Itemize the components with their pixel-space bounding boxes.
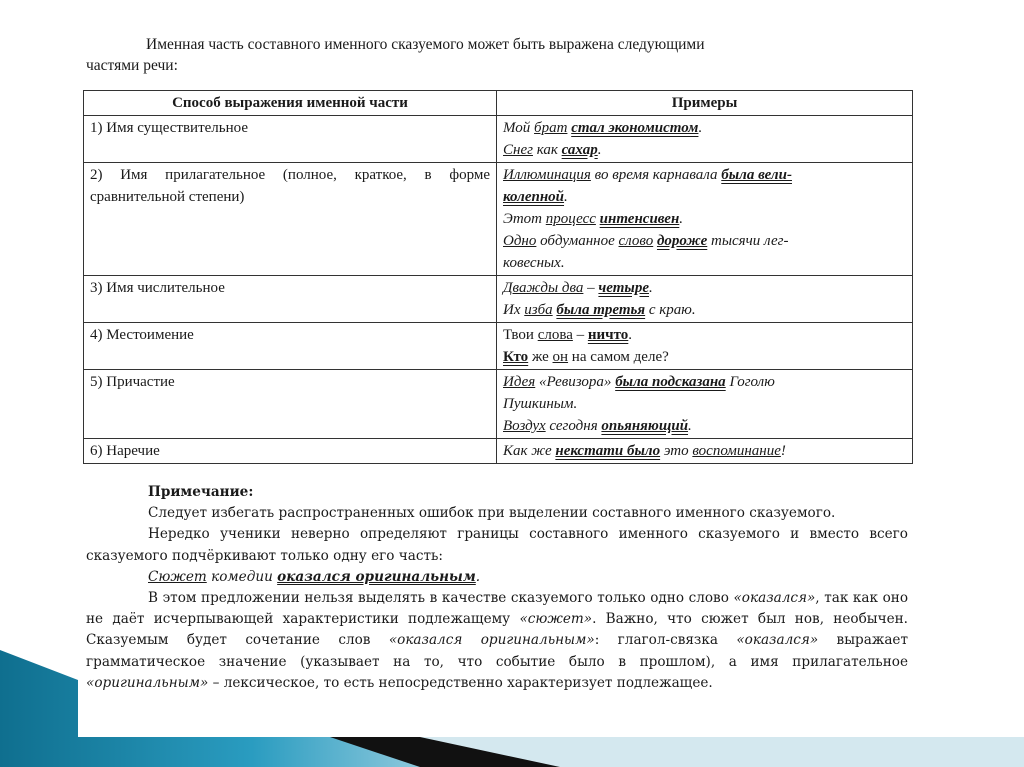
text-segment: сегодня <box>545 418 602 434</box>
text-segment: же <box>528 349 553 365</box>
text-segment: Их <box>503 302 525 318</box>
examples-cell <box>497 439 913 464</box>
text-segment: выражает грамматическое значение (указывает на то, что событие было в прошлом), а имя прилагательное <box>86 632 908 670</box>
quoted-term: «оказался» <box>733 590 816 607</box>
example-line <box>503 440 906 462</box>
subject-text: брат <box>534 120 568 136</box>
predicate-text: ничто <box>587 327 629 343</box>
example-line <box>503 299 906 321</box>
predicate-text: интенсивен <box>599 211 680 227</box>
text-segment: , так как оно не даёт исчерпывающей характеристики подлежащему <box>86 590 908 628</box>
method-cell: 2) Имя прилагательное (полное, краткое, в форме сравнительной степени) <box>84 163 497 276</box>
text-segment: – <box>583 280 599 296</box>
subject-text: изба <box>524 302 553 318</box>
example-line <box>503 277 906 299</box>
table-row <box>84 370 913 439</box>
text-segment: это <box>660 443 693 459</box>
text-segment: – лексическое, то есть непосредственно характеризует подлежащее. <box>208 674 713 691</box>
intro-text-cont: частями речи: <box>86 57 178 74</box>
subject-text: слова <box>537 327 573 343</box>
table-row <box>84 439 913 464</box>
nominal-part-table <box>83 90 913 464</box>
table-row <box>84 116 913 163</box>
text-segment: . <box>648 280 653 296</box>
table-row <box>84 323 913 370</box>
text-segment: на самом деле? <box>568 349 669 365</box>
subject-text: он <box>552 349 569 365</box>
predicate-text: была вели- <box>721 167 792 183</box>
example-line <box>503 230 906 252</box>
quoted-term: «сюжет» <box>519 611 593 628</box>
subject-text: Дважды два <box>503 280 584 296</box>
predicate-text: колепной <box>503 189 565 205</box>
text-segment: . <box>597 142 602 158</box>
text-segment: . <box>688 418 692 434</box>
subject-text: Воздух <box>503 418 546 434</box>
text-segment: комедии <box>206 568 278 585</box>
predicate-text: дороже <box>656 233 708 249</box>
predicate-text: оказался оригинальным <box>277 568 476 585</box>
text-segment: . <box>698 120 703 136</box>
predicate-text: четыре <box>598 280 649 296</box>
text-segment: Твои <box>503 327 538 343</box>
method-cell: 1) Имя существительное <box>84 116 497 163</box>
text-segment: . <box>564 189 568 205</box>
example-line <box>503 117 906 139</box>
quoted-term: «оказался оригинальным» <box>388 632 595 649</box>
text-segment: : глагол-связка <box>594 632 737 649</box>
text-segment: Пушкиным. <box>503 396 578 412</box>
subject-text: Сюжет <box>148 568 207 585</box>
table-row <box>84 276 913 323</box>
text-segment: – <box>572 327 588 343</box>
predicate-text: опьяняющий <box>601 418 689 434</box>
quoted-term: «оказался» <box>736 632 819 649</box>
note-paragraph-2: Нередко ученики неверно определяют границы составного именного сказуемого и вместо всего сказуемого подчёркивают только одну его часть: <box>86 526 908 564</box>
method-cell: 6) Наречие <box>84 439 497 464</box>
text-segment: во время карнавала <box>590 167 722 183</box>
note-example <box>86 567 908 588</box>
examples-cell <box>497 370 913 439</box>
subject-text: слово <box>618 233 654 249</box>
predicate-text: Кто <box>503 349 529 365</box>
examples-cell <box>497 276 913 323</box>
text-segment: как <box>532 142 562 158</box>
text-segment: . Важно, что сюжет был нов, необычен. Сказуемым будет сочетание слов <box>86 611 908 649</box>
examples-cell <box>497 323 913 370</box>
method-cell: 5) Причастие <box>84 370 497 439</box>
text-segment: с краю. <box>645 302 696 318</box>
method-cell: 4) Местоимение <box>84 323 497 370</box>
example-line <box>503 371 906 393</box>
text-segment: В этом предложении нельзя выделять в качестве сказуемого только одно слово <box>148 590 734 607</box>
text-segment: Гоголю <box>725 374 775 390</box>
example-line <box>503 164 906 186</box>
example-line <box>503 186 906 208</box>
document-page <box>78 30 920 737</box>
text-segment: «Ревизора» <box>535 374 616 390</box>
text-segment: обдуманное <box>536 233 619 249</box>
subject-text: Одно <box>503 233 537 249</box>
text-segment: тысячи лег- <box>707 233 789 249</box>
text-segment: Как же <box>503 443 556 459</box>
example-line <box>503 324 906 346</box>
subject-text: процесс <box>545 211 596 227</box>
subject-text: воспоминание <box>692 443 781 459</box>
predicate-text: некстати было <box>555 443 661 459</box>
predicate-text: стал экономистом <box>571 120 699 136</box>
predicate-text: сахар <box>561 142 598 158</box>
text-segment: ! <box>780 443 786 459</box>
note-paragraph-3 <box>86 588 908 694</box>
predicate-text: была подсказана <box>615 374 726 390</box>
examples-cell <box>497 163 913 276</box>
table-row <box>84 163 913 276</box>
example-line <box>503 208 906 230</box>
method-cell: 3) Имя числительное <box>84 276 497 323</box>
text-segment: . <box>679 211 684 227</box>
subject-text: Идея <box>503 374 536 390</box>
note-section <box>86 482 908 694</box>
column-header-examples: Примеры <box>497 91 913 116</box>
text-segment: Этот <box>503 211 546 227</box>
example-line <box>503 139 906 161</box>
text-segment: Мой <box>503 120 535 136</box>
predicate-text: была третья <box>556 302 646 318</box>
note-paragraph-1: Следует избегать распространенных ошибок при выделении составного именного сказуемого. <box>148 505 836 522</box>
note-heading: Примечание: <box>148 484 254 500</box>
text-segment: . <box>628 327 633 343</box>
example-line <box>503 252 906 274</box>
text-segment: ковесных. <box>503 255 565 271</box>
text-segment: . <box>475 568 481 585</box>
quoted-term: «оригинальным» <box>86 674 209 691</box>
example-line <box>503 415 906 437</box>
examples-cell <box>497 116 913 163</box>
intro-text: Именная часть составного именного сказуемого может быть выражена следующими <box>146 36 705 53</box>
column-header-method: Способ выражения именной части <box>84 91 497 116</box>
example-line <box>503 393 906 415</box>
subject-text: Иллюминация <box>503 167 591 183</box>
subject-text: Снег <box>503 142 533 158</box>
example-line <box>503 346 906 368</box>
